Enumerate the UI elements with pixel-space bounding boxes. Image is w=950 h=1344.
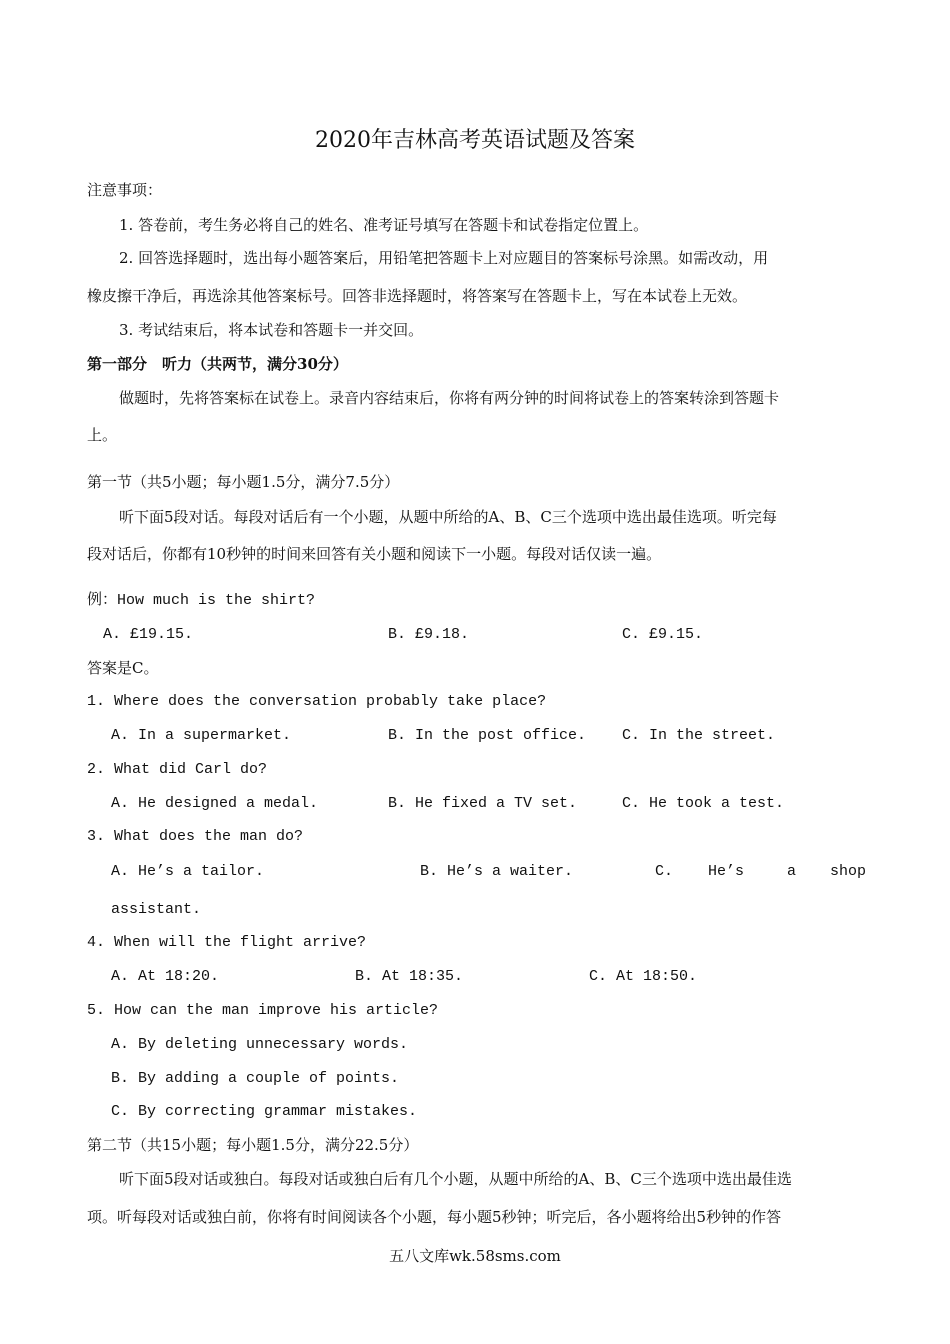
q4-option-b: B. At 18:35. bbox=[355, 968, 464, 985]
page-footer: 五八文库wk.58sms.com bbox=[389, 1247, 561, 1265]
section1-instruction-line-2: 段对话后，你都有10秒钟的时间来回答有关小题和阅读下一小题。每段对话仅读一遍。 bbox=[87, 545, 662, 563]
q3-option-c-label: C. bbox=[655, 863, 674, 880]
example-option-a: A. £19.15. bbox=[103, 626, 194, 643]
notice-item-1: 1. 答卷前，考生务必将自己的姓名、准考证号填写在答题卡和试卷指定位置上。 bbox=[119, 216, 649, 234]
notice-item-2-line-1: 2. 回答选择题时，选出每小题答案后，用铅笔把答题卡上对应题目的答案标号涂黑。如需改动，用 bbox=[119, 249, 769, 267]
notice-item-3: 3. 考试结束后，将本试卷和答题卡一并交回。 bbox=[119, 321, 424, 339]
question-1: 1. Where does the conversation probably take place? bbox=[87, 693, 547, 710]
question-5: 5. How can the man improve his article? bbox=[87, 1002, 439, 1019]
example-option-c: C. £9.15. bbox=[622, 626, 704, 643]
q4-option-c: C. At 18:50. bbox=[589, 968, 698, 985]
question-3: 3. What does the man do? bbox=[87, 828, 304, 845]
q5-option-b: B. By adding a couple of points. bbox=[111, 1070, 400, 1087]
q3-option-c-word-3: shop bbox=[830, 863, 867, 880]
q3-option-b: B. He’s a waiter. bbox=[420, 863, 574, 880]
example-option-b: B. £9.18. bbox=[388, 626, 470, 643]
q3-option-c-word-2: a bbox=[787, 863, 797, 880]
q1-option-c: C. In the street. bbox=[622, 727, 776, 744]
notice-heading: 注意事项： bbox=[87, 181, 163, 199]
q5-option-a: A. By deleting unnecessary words. bbox=[111, 1036, 409, 1053]
part1-instruction-line-1: 做题时，先将答案标在试卷上。录音内容结束后，你将有两分钟的时间将试卷上的答案转涂到答题卡 bbox=[119, 389, 780, 407]
q1-option-b: B. In the post office. bbox=[388, 727, 587, 744]
notice-item-2-line-2: 橡皮擦干净后，再选涂其他答案标号。回答非选择题时，将答案写在答题卡上，写在本试卷上无效。 bbox=[87, 287, 748, 305]
q5-option-c: C. By correcting grammar mistakes. bbox=[111, 1103, 418, 1120]
section2-instruction-line-1: 听下面5段对话或独白。每段对话或独白后有几个小题，从题中所给的A、B、C三个选项中选出最佳选 bbox=[119, 1170, 792, 1188]
page-title: 2020年吉林高考英语试题及答案 bbox=[315, 128, 635, 153]
q1-option-a: A. In a supermarket. bbox=[111, 727, 292, 744]
part1-heading: 第一部分 听力（共两节，满分30分） bbox=[87, 355, 348, 373]
example-question: 例：How much is the shirt? bbox=[87, 592, 316, 609]
part1-instruction-line-2: 上。 bbox=[87, 426, 118, 444]
section2-instruction-line-2: 项。听每段对话或独白前，你将有时间阅读各个小题，每小题5秒钟；听完后，各小题将给出5秒钟的作答 bbox=[87, 1208, 782, 1226]
section1-instruction-line-1: 听下面5段对话。每段对话后有一个小题，从题中所给的A、B、C三个选项中选出最佳选项。听完每 bbox=[119, 508, 777, 526]
q2-option-c: C. He took a test. bbox=[622, 795, 785, 812]
q2-option-b: B. He fixed a TV set. bbox=[388, 795, 578, 812]
q3-option-c-word-4: assistant. bbox=[111, 901, 202, 918]
example-answer: 答案是C。 bbox=[87, 659, 159, 677]
q3-option-a: A. He’s a tailor. bbox=[111, 863, 265, 880]
q3-option-c-word-1: He’s bbox=[708, 863, 745, 880]
question-4: 4. When will the flight arrive? bbox=[87, 934, 367, 951]
q2-option-a: A. He designed a medal. bbox=[111, 795, 319, 812]
section2-heading: 第二节（共15小题；每小题1.5分，满分22.5分） bbox=[87, 1136, 419, 1154]
section1-heading: 第一节（共5小题；每小题1.5分，满分7.5分） bbox=[87, 473, 400, 491]
q4-option-a: A. At 18:20. bbox=[111, 968, 220, 985]
question-2: 2. What did Carl do? bbox=[87, 761, 268, 778]
